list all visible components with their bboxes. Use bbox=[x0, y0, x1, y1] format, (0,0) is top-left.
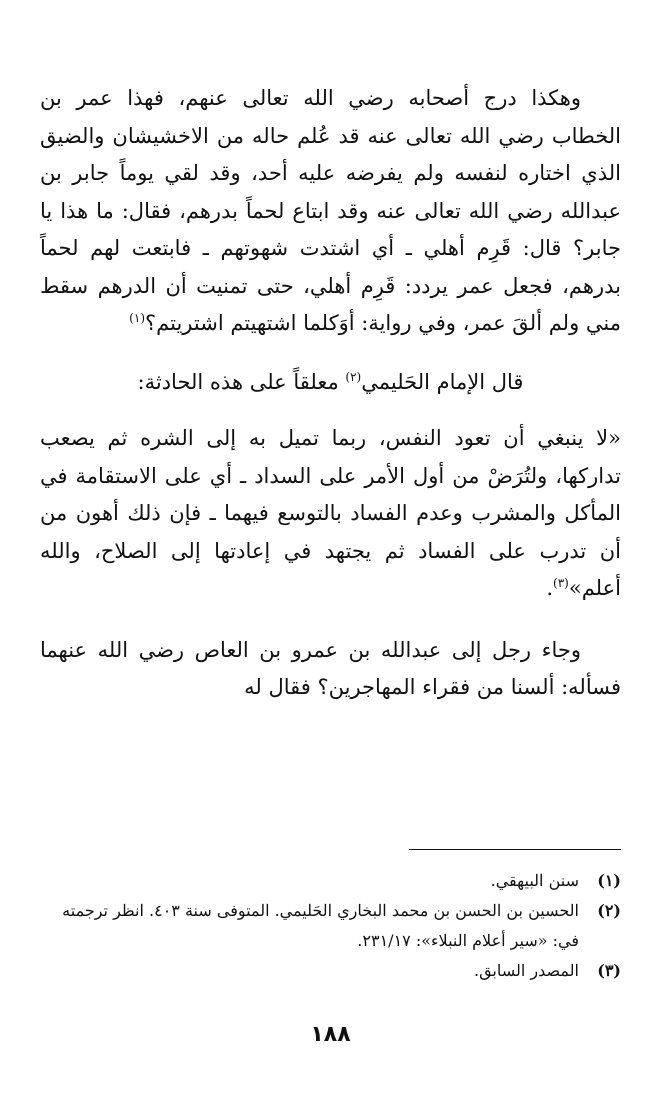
footnote-text: الحسين بن الحسن بن محمد البخاري الحَليمي. المتوفى سنة ٤٠٣. انظر ترجمته في: «سير أعلام النبلاء»: ٢٣١/١٧. bbox=[62, 901, 579, 950]
paragraph-text-continued: معلقاً على هذه الحادثة: bbox=[137, 369, 346, 394]
footnote-text: المصدر السابق. bbox=[473, 961, 579, 980]
footnote-item bbox=[40, 896, 621, 956]
footnote-item bbox=[40, 956, 621, 986]
footnote-ref-1: (١) bbox=[129, 311, 145, 325]
main-text bbox=[40, 80, 621, 707]
footnote-number: (١) bbox=[597, 871, 621, 890]
paragraph-text-continued: . bbox=[546, 576, 554, 600]
paragraph-halimi-quote bbox=[40, 420, 621, 608]
footnote-ref-2: (٢) bbox=[345, 369, 362, 384]
paragraph-text: قال الإمام الحَليمي bbox=[361, 369, 524, 394]
footnotes bbox=[40, 866, 621, 986]
paragraph-abdullah-amr bbox=[40, 632, 621, 707]
footnote-separator bbox=[409, 849, 621, 850]
paragraph-text: وجاء رجل إلى عبدالله بن عمرو بن العاص رضي الله عنهما فسأله: ألسنا من فقراء المهاجرين؟ فقال له bbox=[40, 637, 621, 699]
paragraph-halimi-intro bbox=[40, 364, 621, 402]
footnote-ref-3: (٣) bbox=[553, 576, 569, 590]
page-number: ١٨٨ bbox=[310, 1022, 351, 1047]
footnote-item bbox=[40, 866, 621, 896]
paragraph-text: «لا ينبغي أن تعود النفس، ربما تميل به إلى الشره ثم يصعب تداركها، ولتُرَضْ من أول الأمر على السداد ـ أي على الاستقامة في المأكل والمشرب وعدم الفساد بالتوسع فيهما ـ فإن ذلك أهون من أن تدرب على الفساد ثم يجتهد في إعادتها إلى الصلاح، والله أعلم» bbox=[40, 426, 621, 600]
footnote-text: سنن البيهقي. bbox=[490, 871, 579, 890]
paragraph-text: وهكذا درج أصحابه رضي الله تعالى عنهم، فهذا عمر بن الخطاب رضي الله تعالى عنه قد عُلم حاله من الاخشيشان والضيق الذي اختاره لنفسه ولم يفرضه عليه أحد، وقد لقي يوماً جابر بن عبدالله رضي الله تعالى عنه وقد ابتاع لحماً بدرهم، فقال: ما هذا يا جابر؟ قال: قَرِم أهلي ـ أي اشتدت شهوتهم ـ فابتعت لهم لحماً بدرهم، فجعل عمر يردد: قَرِم أهلي، حتى تمنيت أن الدرهم سقط مني ولم ألقَ عمر، وفي رواية: أوَكلما اشتهيتم اشتريتم؟ bbox=[40, 86, 621, 335]
paragraph-umar-jabir bbox=[40, 80, 621, 343]
footnote-number: (٢) bbox=[597, 901, 621, 920]
footnote-number: (٣) bbox=[597, 961, 621, 980]
